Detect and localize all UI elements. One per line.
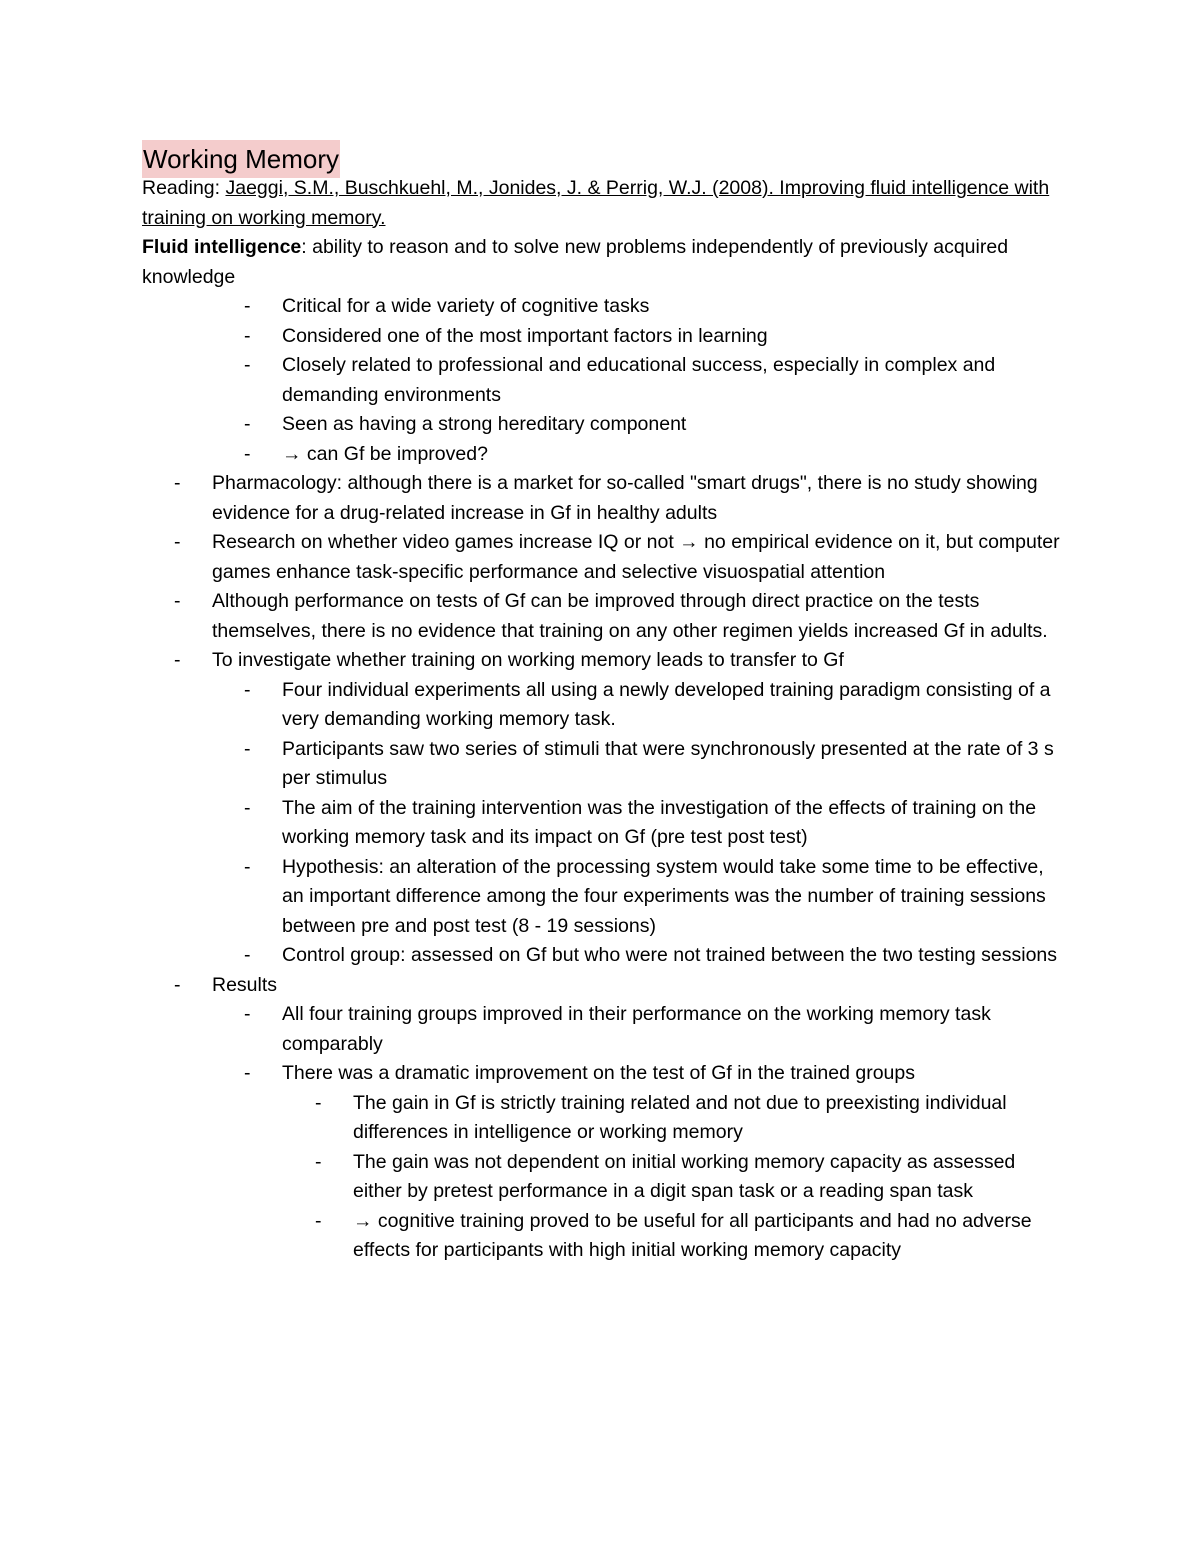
bullet-dash: - — [174, 531, 181, 553]
list-item — [142, 1059, 1062, 1089]
bullet-text: Although performance on tests of Gf can be improved through direct practice on the tests themselves, there is no evidence that training on any other regimen yields increased Gf in adults. — [212, 590, 1048, 642]
bullet-text: The gain was not dependent on initial working memory capacity as assessed either by pretest performance in a digit span task or a reading span task — [353, 1150, 1016, 1202]
list-item — [142, 528, 1062, 587]
bullet-dash: - — [244, 295, 251, 317]
definition-text: : ability to reason and to solve new problems independently of previously acquired knowledge — [142, 236, 1009, 288]
list-item — [142, 1089, 1062, 1148]
list-item — [142, 587, 1062, 646]
bullet-dash: - — [174, 590, 181, 612]
bullet-text: Results — [212, 973, 278, 996]
bullet-text: All four training groups improved in their performance on the working memory task comparably — [282, 1003, 991, 1055]
list-item — [142, 469, 1062, 528]
page-title: Working Memory — [142, 140, 340, 178]
bullet-dash: - — [244, 796, 251, 819]
document-page — [142, 140, 1062, 1266]
bullet-list — [142, 292, 1062, 1266]
list-item — [142, 941, 1062, 971]
bullet-text: Pharmacology: although there is a market for so-called "smart drugs", there is no study showing evidence for a drug-related increase in Gf in healthy adults — [212, 472, 1038, 524]
bullet-text: To investigate whether training on working memory leads to transfer to Gf — [212, 649, 844, 671]
bullet-text: Critical for a wide variety of cognitive tasks — [282, 295, 650, 317]
list-item — [142, 322, 1062, 352]
bullet-dash: - — [315, 1150, 322, 1173]
bullet-dash: - — [244, 737, 251, 760]
bullet-dash: - — [244, 1003, 251, 1025]
bullet-text: Participants saw two series of stimuli that were synchronously presented at the rate of 3 s per stimulus — [282, 737, 1054, 789]
list-item — [142, 1148, 1062, 1207]
list-item — [142, 1207, 1062, 1266]
reading-label: Reading: — [142, 177, 226, 199]
list-item — [142, 1000, 1062, 1059]
bullet-dash: - — [244, 324, 251, 347]
bullet-dash: - — [244, 855, 251, 878]
bullet-dash: - — [244, 354, 251, 376]
bullet-dash: - — [244, 1062, 251, 1084]
bullet-text: Four individual experiments all using a newly developed training paradigm consisting of a very demanding working memory task. — [282, 678, 1051, 730]
bullet-text: Considered one of the most important factors in learning — [282, 324, 768, 347]
bullet-text: Hypothesis: an alteration of the processing system would take some time to be effective, an important difference among the four experiments was the number of training sessions between pre and post test (8 - 19 sessions) — [282, 855, 1046, 937]
bullet-dash: - — [315, 1209, 322, 1232]
list-item — [142, 853, 1062, 942]
list-item — [142, 351, 1062, 410]
definition-line — [142, 233, 1062, 292]
bullet-text: Closely related to professional and educational success, especially in complex and demanding environments — [282, 354, 996, 406]
bullet-dash: - — [244, 678, 251, 701]
bullet-text: The aim of the training intervention was the investigation of the effects of training on the working memory task and its impact on Gf (pre test post test) — [282, 796, 1037, 848]
list-item — [142, 410, 1062, 440]
list-item — [142, 676, 1062, 735]
list-item — [142, 292, 1062, 322]
bullet-text: → can Gf be improved? — [282, 442, 488, 465]
list-item — [142, 646, 1062, 676]
reading-line — [142, 174, 1062, 233]
list-item — [142, 794, 1062, 853]
bullet-dash: - — [244, 944, 251, 966]
list-item — [142, 971, 1062, 1001]
bullet-text: There was a dramatic improvement on the test of Gf in the trained groups — [282, 1062, 915, 1084]
bullet-dash: - — [174, 472, 181, 494]
bullet-text: Research on whether video games increase IQ or not → no empirical evidence on it, but computer games enhance task-specific performance and selective visuospatial attention — [212, 531, 1060, 583]
bullet-text: → cognitive training proved to be useful for all participants and had no adverse effects for participants with high initial working memory capacity — [353, 1209, 1032, 1261]
bullet-text: The gain in Gf is strictly training related and not due to preexisting individual differences in intelligence or working memory — [353, 1091, 1007, 1143]
definition-term: Fluid intelligence — [142, 236, 302, 258]
reading-citation-link[interactable]: Jaeggi, S.M., Buschkuehl, M., Jonides, J. & Perrig, W.J. (2008). Improving fluid intelligence with training on working memory. — [142, 177, 1050, 229]
list-item — [142, 735, 1062, 794]
list-item — [142, 440, 1062, 470]
bullet-text: Control group: assessed on Gf but who were not trained between the two testing sessions — [282, 944, 1058, 966]
bullet-dash: - — [174, 649, 181, 671]
bullet-text: Seen as having a strong hereditary component — [282, 413, 687, 435]
bullet-dash: - — [244, 442, 251, 465]
bullet-dash: - — [315, 1091, 322, 1114]
bullet-dash: - — [174, 973, 181, 996]
bullet-dash: - — [244, 413, 251, 435]
